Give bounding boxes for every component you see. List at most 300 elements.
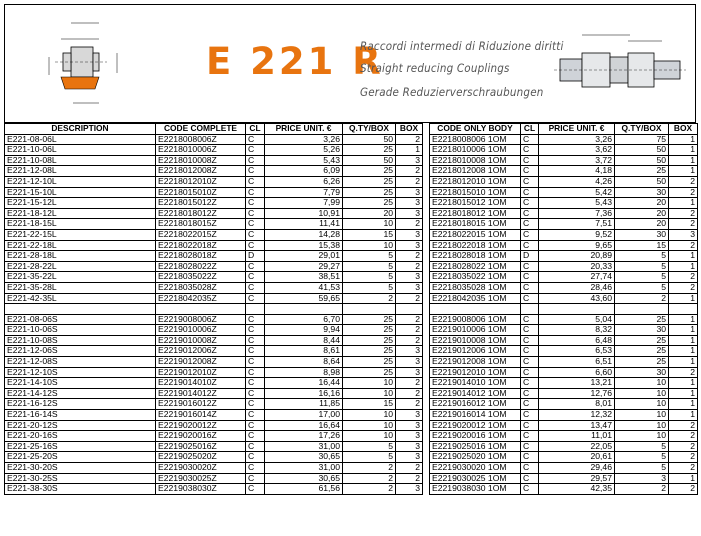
box-cell: 2 [669, 208, 698, 219]
code-complete-cell: E2219012006Z [156, 346, 246, 357]
table-row [430, 240, 698, 251]
table-row [430, 272, 698, 283]
qty-box-cell: 5 [615, 261, 669, 272]
description-cell: E221-10-08S [5, 335, 156, 346]
table-row [430, 187, 698, 198]
box-cell: 1 [669, 145, 698, 156]
qty-box-cell: 20 [615, 198, 669, 209]
code-complete-cell: E2219016012Z [156, 399, 246, 410]
class-cell: C [246, 357, 265, 368]
code-complete-cell: E2219016014Z [156, 410, 246, 421]
qty-box-cell: 30 [615, 367, 669, 378]
box-cell: 1 [669, 388, 698, 399]
table-row [430, 441, 698, 452]
qty-box-cell: 25 [343, 357, 396, 368]
code-complete-cell: E2218022015Z [156, 229, 246, 240]
qty-box-cell: 10 [343, 388, 396, 399]
code-complete-cell: E2219038030Z [156, 484, 246, 495]
class-cell: C [521, 452, 539, 463]
table-row [5, 293, 423, 304]
box-cell: 2 [669, 272, 698, 283]
description-cell: E221-15-10L [5, 187, 156, 198]
description-cell: E221-12-10S [5, 367, 156, 378]
price-cell: 5,26 [265, 145, 343, 156]
price-cell: 6,70 [265, 314, 343, 325]
qty-box-cell: 2 [615, 484, 669, 495]
code-body-cell: E2219010008 1OM [430, 335, 521, 346]
group-separator [430, 304, 698, 315]
table-row [5, 261, 423, 272]
catalog-header [4, 4, 696, 123]
qty-box-cell: 2 [615, 293, 669, 304]
table-row [5, 272, 423, 283]
description-cell: E221-28-22L [5, 261, 156, 272]
table-row [5, 166, 423, 177]
price-cell: 11,41 [265, 219, 343, 230]
table-row [430, 346, 698, 357]
box-cell: 1 [669, 261, 698, 272]
description-cell: E221-12-06S [5, 346, 156, 357]
qty-box-cell: 10 [343, 240, 396, 251]
price-cell: 13,47 [539, 420, 615, 431]
qty-box-cell: 5 [615, 452, 669, 463]
table-row [5, 441, 423, 452]
price-cell: 16,44 [265, 378, 343, 389]
col-code-body-header: CODE ONLY BODY [430, 124, 521, 135]
col-price-header: PRICE UNIT. € [539, 124, 615, 135]
qty-box-cell: 2 [343, 463, 396, 474]
box-cell: 3 [669, 229, 698, 240]
class-cell: C [521, 198, 539, 209]
price-cell: 41,53 [265, 282, 343, 293]
qty-box-cell: 10 [343, 431, 396, 442]
box-cell: 3 [396, 452, 423, 463]
class-cell: C [246, 282, 265, 293]
description-cell: E221-22-15L [5, 229, 156, 240]
box-cell: 1 [396, 145, 423, 156]
price-cell: 30,65 [265, 473, 343, 484]
price-cell: 4,18 [539, 166, 615, 177]
col-box-header: BOX [396, 124, 423, 135]
price-cell: 8,44 [265, 335, 343, 346]
qty-box-cell: 25 [615, 335, 669, 346]
group-separator [5, 304, 423, 315]
box-cell: 1 [669, 346, 698, 357]
table-row [430, 219, 698, 230]
description-cell: E221-30-20S [5, 463, 156, 474]
box-cell: 2 [396, 261, 423, 272]
price-cell: 27,74 [539, 272, 615, 283]
qty-box-cell: 25 [615, 346, 669, 357]
price-cell: 8,01 [539, 399, 615, 410]
code-body-cell: E2219012010 1OM [430, 367, 521, 378]
class-cell: C [246, 219, 265, 230]
description-cell: E221-16-12S [5, 399, 156, 410]
price-cell: 6,53 [539, 346, 615, 357]
code-body-cell: E2218015010 1OM [430, 187, 521, 198]
price-cell: 8,64 [265, 357, 343, 368]
table-row [5, 367, 423, 378]
code-body-cell: E2218028022 1OM [430, 261, 521, 272]
table-row [5, 176, 423, 187]
description-cell: E221-08-06S [5, 314, 156, 325]
code-body-cell: E2218042035 1OM [430, 293, 521, 304]
class-cell: D [521, 251, 539, 262]
class-cell: C [246, 145, 265, 156]
description-cell: E221-12-08L [5, 166, 156, 177]
col-description-header: DESCRIPTION [5, 124, 156, 135]
code-body-cell: E2218015012 1OM [430, 198, 521, 209]
code-complete-cell: E2219008006Z [156, 314, 246, 325]
description-italian: Raccordi intermedi di Riduzione diritti [360, 39, 564, 53]
table-row [430, 388, 698, 399]
class-cell: C [246, 346, 265, 357]
table-row [5, 198, 423, 209]
class-cell: C [246, 388, 265, 399]
qty-box-cell: 5 [343, 282, 396, 293]
qty-box-cell: 5 [343, 441, 396, 452]
price-cell: 13,21 [539, 378, 615, 389]
description-cell: E221-25-20S [5, 452, 156, 463]
class-cell: C [246, 314, 265, 325]
qty-box-cell: 5 [615, 463, 669, 474]
table-row [430, 166, 698, 177]
box-cell: 3 [396, 155, 423, 166]
table-row [5, 145, 423, 156]
class-cell: C [521, 229, 539, 240]
table-row [5, 357, 423, 368]
code-body-cell: E2218012008 1OM [430, 166, 521, 177]
qty-box-cell: 15 [343, 229, 396, 240]
price-cell: 12,32 [539, 410, 615, 421]
price-cell: 8,98 [265, 367, 343, 378]
box-cell: 3 [396, 282, 423, 293]
class-cell: C [521, 293, 539, 304]
box-cell: 2 [669, 219, 698, 230]
class-cell: C [521, 441, 539, 452]
class-cell: C [246, 166, 265, 177]
code-complete-cell: E2218028018Z [156, 251, 246, 262]
box-cell: 1 [669, 399, 698, 410]
col-code-complete-header: CODE COMPLETE [156, 124, 246, 135]
price-cell: 7,99 [265, 198, 343, 209]
table-row [430, 325, 698, 336]
table-header-row [5, 124, 423, 135]
box-cell: 2 [669, 282, 698, 293]
description-cell: E221-22-18L [5, 240, 156, 251]
description-cell: E221-35-22L [5, 272, 156, 283]
qty-box-cell: 25 [343, 314, 396, 325]
class-cell: C [246, 473, 265, 484]
code-complete-cell: E2219020012Z [156, 420, 246, 431]
qty-box-cell: 10 [343, 420, 396, 431]
qty-box-cell: 25 [343, 166, 396, 177]
code-complete-cell: E2219012010Z [156, 367, 246, 378]
code-body-cell: E2219030025 1OM [430, 473, 521, 484]
description-cell: E221-08-06L [5, 134, 156, 145]
box-cell: 1 [669, 251, 698, 262]
table-row [430, 420, 698, 431]
qty-box-cell: 25 [343, 346, 396, 357]
class-cell: C [246, 229, 265, 240]
col-cl-header: CL [246, 124, 265, 135]
price-cell: 20,33 [539, 261, 615, 272]
description-german: Gerade Reduzierverschraubungen [360, 85, 544, 99]
class-cell: C [521, 399, 539, 410]
description-cell: E221-10-06S [5, 325, 156, 336]
price-cell: 22,05 [539, 441, 615, 452]
table-row [5, 240, 423, 251]
class-cell: C [246, 335, 265, 346]
code-complete-cell: E2219030020Z [156, 463, 246, 474]
price-cell: 31,00 [265, 441, 343, 452]
qty-box-cell: 2 [343, 293, 396, 304]
qty-box-cell: 50 [615, 176, 669, 187]
price-cell: 11,01 [539, 431, 615, 442]
qty-box-cell: 50 [615, 145, 669, 156]
qty-box-cell: 5 [615, 441, 669, 452]
code-body-cell: E2218035028 1OM [430, 282, 521, 293]
table-row [430, 145, 698, 156]
class-cell: C [246, 208, 265, 219]
class-cell: C [521, 208, 539, 219]
table-row [5, 388, 423, 399]
code-body-cell: E2219016012 1OM [430, 399, 521, 410]
table-row [430, 198, 698, 209]
box-cell: 2 [396, 335, 423, 346]
product-code-title: E 221 R [206, 40, 384, 83]
box-cell: 2 [669, 484, 698, 495]
qty-box-cell: 25 [343, 325, 396, 336]
qty-box-cell: 25 [615, 357, 669, 368]
code-complete-cell: E2219025020Z [156, 452, 246, 463]
qty-box-cell: 5 [343, 251, 396, 262]
class-cell: C [246, 367, 265, 378]
code-body-cell: E2219025016 1OM [430, 441, 521, 452]
box-cell: 3 [396, 441, 423, 452]
box-cell: 2 [396, 388, 423, 399]
code-body-cell: E2218022018 1OM [430, 240, 521, 251]
description-cell: E221-16-14S [5, 410, 156, 421]
class-cell: C [521, 463, 539, 474]
table-row [430, 261, 698, 272]
box-cell: 2 [396, 473, 423, 484]
price-cell: 29,46 [539, 463, 615, 474]
code-body-cell: E2218035022 1OM [430, 272, 521, 283]
price-cell: 17,00 [265, 410, 343, 421]
table-row [430, 155, 698, 166]
class-cell: C [521, 378, 539, 389]
box-cell: 2 [669, 420, 698, 431]
table-row [430, 410, 698, 421]
class-cell: C [246, 293, 265, 304]
class-cell: C [521, 367, 539, 378]
table-row [430, 282, 698, 293]
box-cell: 2 [669, 176, 698, 187]
price-cell: 9,52 [539, 229, 615, 240]
description-cell: E221-28-18L [5, 251, 156, 262]
qty-box-cell: 2 [343, 484, 396, 495]
price-cell: 61,56 [265, 484, 343, 495]
table-row [430, 452, 698, 463]
class-cell: C [246, 452, 265, 463]
class-cell: C [521, 155, 539, 166]
box-cell: 1 [669, 166, 698, 177]
class-cell: C [246, 198, 265, 209]
box-cell: 2 [669, 367, 698, 378]
box-cell: 1 [669, 134, 698, 145]
class-cell: C [521, 176, 539, 187]
class-cell: C [246, 463, 265, 474]
price-cell: 3,72 [539, 155, 615, 166]
qty-box-cell: 5 [343, 452, 396, 463]
class-cell: C [521, 335, 539, 346]
class-cell: C [246, 431, 265, 442]
code-complete-cell: E2218035022Z [156, 272, 246, 283]
price-cell: 6,26 [265, 176, 343, 187]
qty-box-cell: 10 [343, 378, 396, 389]
code-complete-cell: E2218012008Z [156, 166, 246, 177]
table-row [5, 187, 423, 198]
box-cell: 2 [669, 463, 698, 474]
class-cell: C [246, 325, 265, 336]
code-complete-cell: E2218010008Z [156, 155, 246, 166]
qty-box-cell: 5 [343, 272, 396, 283]
qty-box-cell: 10 [615, 388, 669, 399]
coupling-drawing-left [41, 15, 151, 115]
qty-box-cell: 20 [343, 208, 396, 219]
code-body-cell: E2218008006 1OM [430, 134, 521, 145]
description-cell: E221-18-15L [5, 219, 156, 230]
qty-box-cell: 25 [343, 176, 396, 187]
table-row [5, 431, 423, 442]
code-complete-cell: E2218010006Z [156, 145, 246, 156]
code-body-cell: E2219020016 1OM [430, 431, 521, 442]
box-cell: 2 [669, 431, 698, 442]
class-cell: C [246, 176, 265, 187]
table-row [5, 155, 423, 166]
price-cell: 5,43 [539, 198, 615, 209]
qty-box-cell: 10 [615, 420, 669, 431]
price-cell: 6,48 [539, 335, 615, 346]
class-cell: C [521, 431, 539, 442]
description-cell: E221-18-12L [5, 208, 156, 219]
table-row [5, 463, 423, 474]
price-cell: 29,27 [265, 261, 343, 272]
table-row [5, 452, 423, 463]
class-cell: C [246, 272, 265, 283]
box-cell: 3 [396, 431, 423, 442]
price-cell: 42,35 [539, 484, 615, 495]
table-row [430, 484, 698, 495]
price-cell: 4,26 [539, 176, 615, 187]
price-cell: 3,62 [539, 145, 615, 156]
class-cell: C [246, 378, 265, 389]
box-cell: 1 [669, 335, 698, 346]
price-cell: 29,01 [265, 251, 343, 262]
code-body-cell: E2219014010 1OM [430, 378, 521, 389]
code-body-cell: E2218012010 1OM [430, 176, 521, 187]
table-row [430, 176, 698, 187]
qty-box-cell: 2 [343, 473, 396, 484]
price-cell: 14,28 [265, 229, 343, 240]
box-cell: 1 [669, 357, 698, 368]
code-body-cell: E2219025020 1OM [430, 452, 521, 463]
qty-box-cell: 15 [343, 399, 396, 410]
qty-box-cell: 10 [343, 410, 396, 421]
price-cell: 16,64 [265, 420, 343, 431]
description-cell: E221-38-30S [5, 484, 156, 495]
qty-box-cell: 25 [615, 314, 669, 325]
code-complete-cell: E2218008006Z [156, 134, 246, 145]
box-cell: 3 [396, 357, 423, 368]
table-row [430, 473, 698, 484]
box-cell: 2 [669, 187, 698, 198]
price-cell: 30,65 [265, 452, 343, 463]
table-row [5, 134, 423, 145]
table-row [5, 484, 423, 495]
class-cell: D [246, 251, 265, 262]
code-complete-cell: E2219010008Z [156, 335, 246, 346]
code-complete-cell: E2218042035Z [156, 293, 246, 304]
code-body-cell: E2218018012 1OM [430, 208, 521, 219]
qty-box-cell: 25 [343, 198, 396, 209]
table-row [5, 346, 423, 357]
table-row [430, 378, 698, 389]
price-cell: 8,32 [539, 325, 615, 336]
description-cell: E221-30-25S [5, 473, 156, 484]
price-cell: 17,26 [265, 431, 343, 442]
table-row [5, 410, 423, 421]
qty-box-cell: 50 [343, 134, 396, 145]
code-body-cell: E2219012006 1OM [430, 346, 521, 357]
qty-box-cell: 10 [615, 431, 669, 442]
class-cell: C [246, 399, 265, 410]
box-cell: 2 [396, 166, 423, 177]
description-cell: E221-10-08L [5, 155, 156, 166]
box-cell: 2 [396, 378, 423, 389]
price-cell: 3,26 [539, 134, 615, 145]
table-row [5, 473, 423, 484]
code-body-cell: E2219016014 1OM [430, 410, 521, 421]
box-cell: 2 [396, 463, 423, 474]
box-cell: 1 [669, 410, 698, 421]
table-row [5, 251, 423, 262]
class-cell: C [521, 410, 539, 421]
price-cell: 9,94 [265, 325, 343, 336]
code-complete-cell: E2218018012Z [156, 208, 246, 219]
code-body-cell: E2219038030 1OM [430, 484, 521, 495]
box-cell: 2 [669, 452, 698, 463]
table-row [5, 282, 423, 293]
table-row [430, 399, 698, 410]
code-complete-cell: E2218012010Z [156, 176, 246, 187]
code-body-cell: E2219014012 1OM [430, 388, 521, 399]
table-row [5, 314, 423, 325]
table-row [430, 431, 698, 442]
box-cell: 3 [396, 229, 423, 240]
price-cell: 5,43 [265, 155, 343, 166]
box-cell: 1 [669, 473, 698, 484]
box-cell: 3 [396, 240, 423, 251]
qty-box-cell: 5 [615, 272, 669, 283]
description-cell: E221-12-08S [5, 357, 156, 368]
box-cell: 1 [669, 314, 698, 325]
description-cell: E221-14-12S [5, 388, 156, 399]
col-box-header: BOX [669, 124, 698, 135]
box-cell: 2 [396, 325, 423, 336]
box-cell: 2 [396, 134, 423, 145]
